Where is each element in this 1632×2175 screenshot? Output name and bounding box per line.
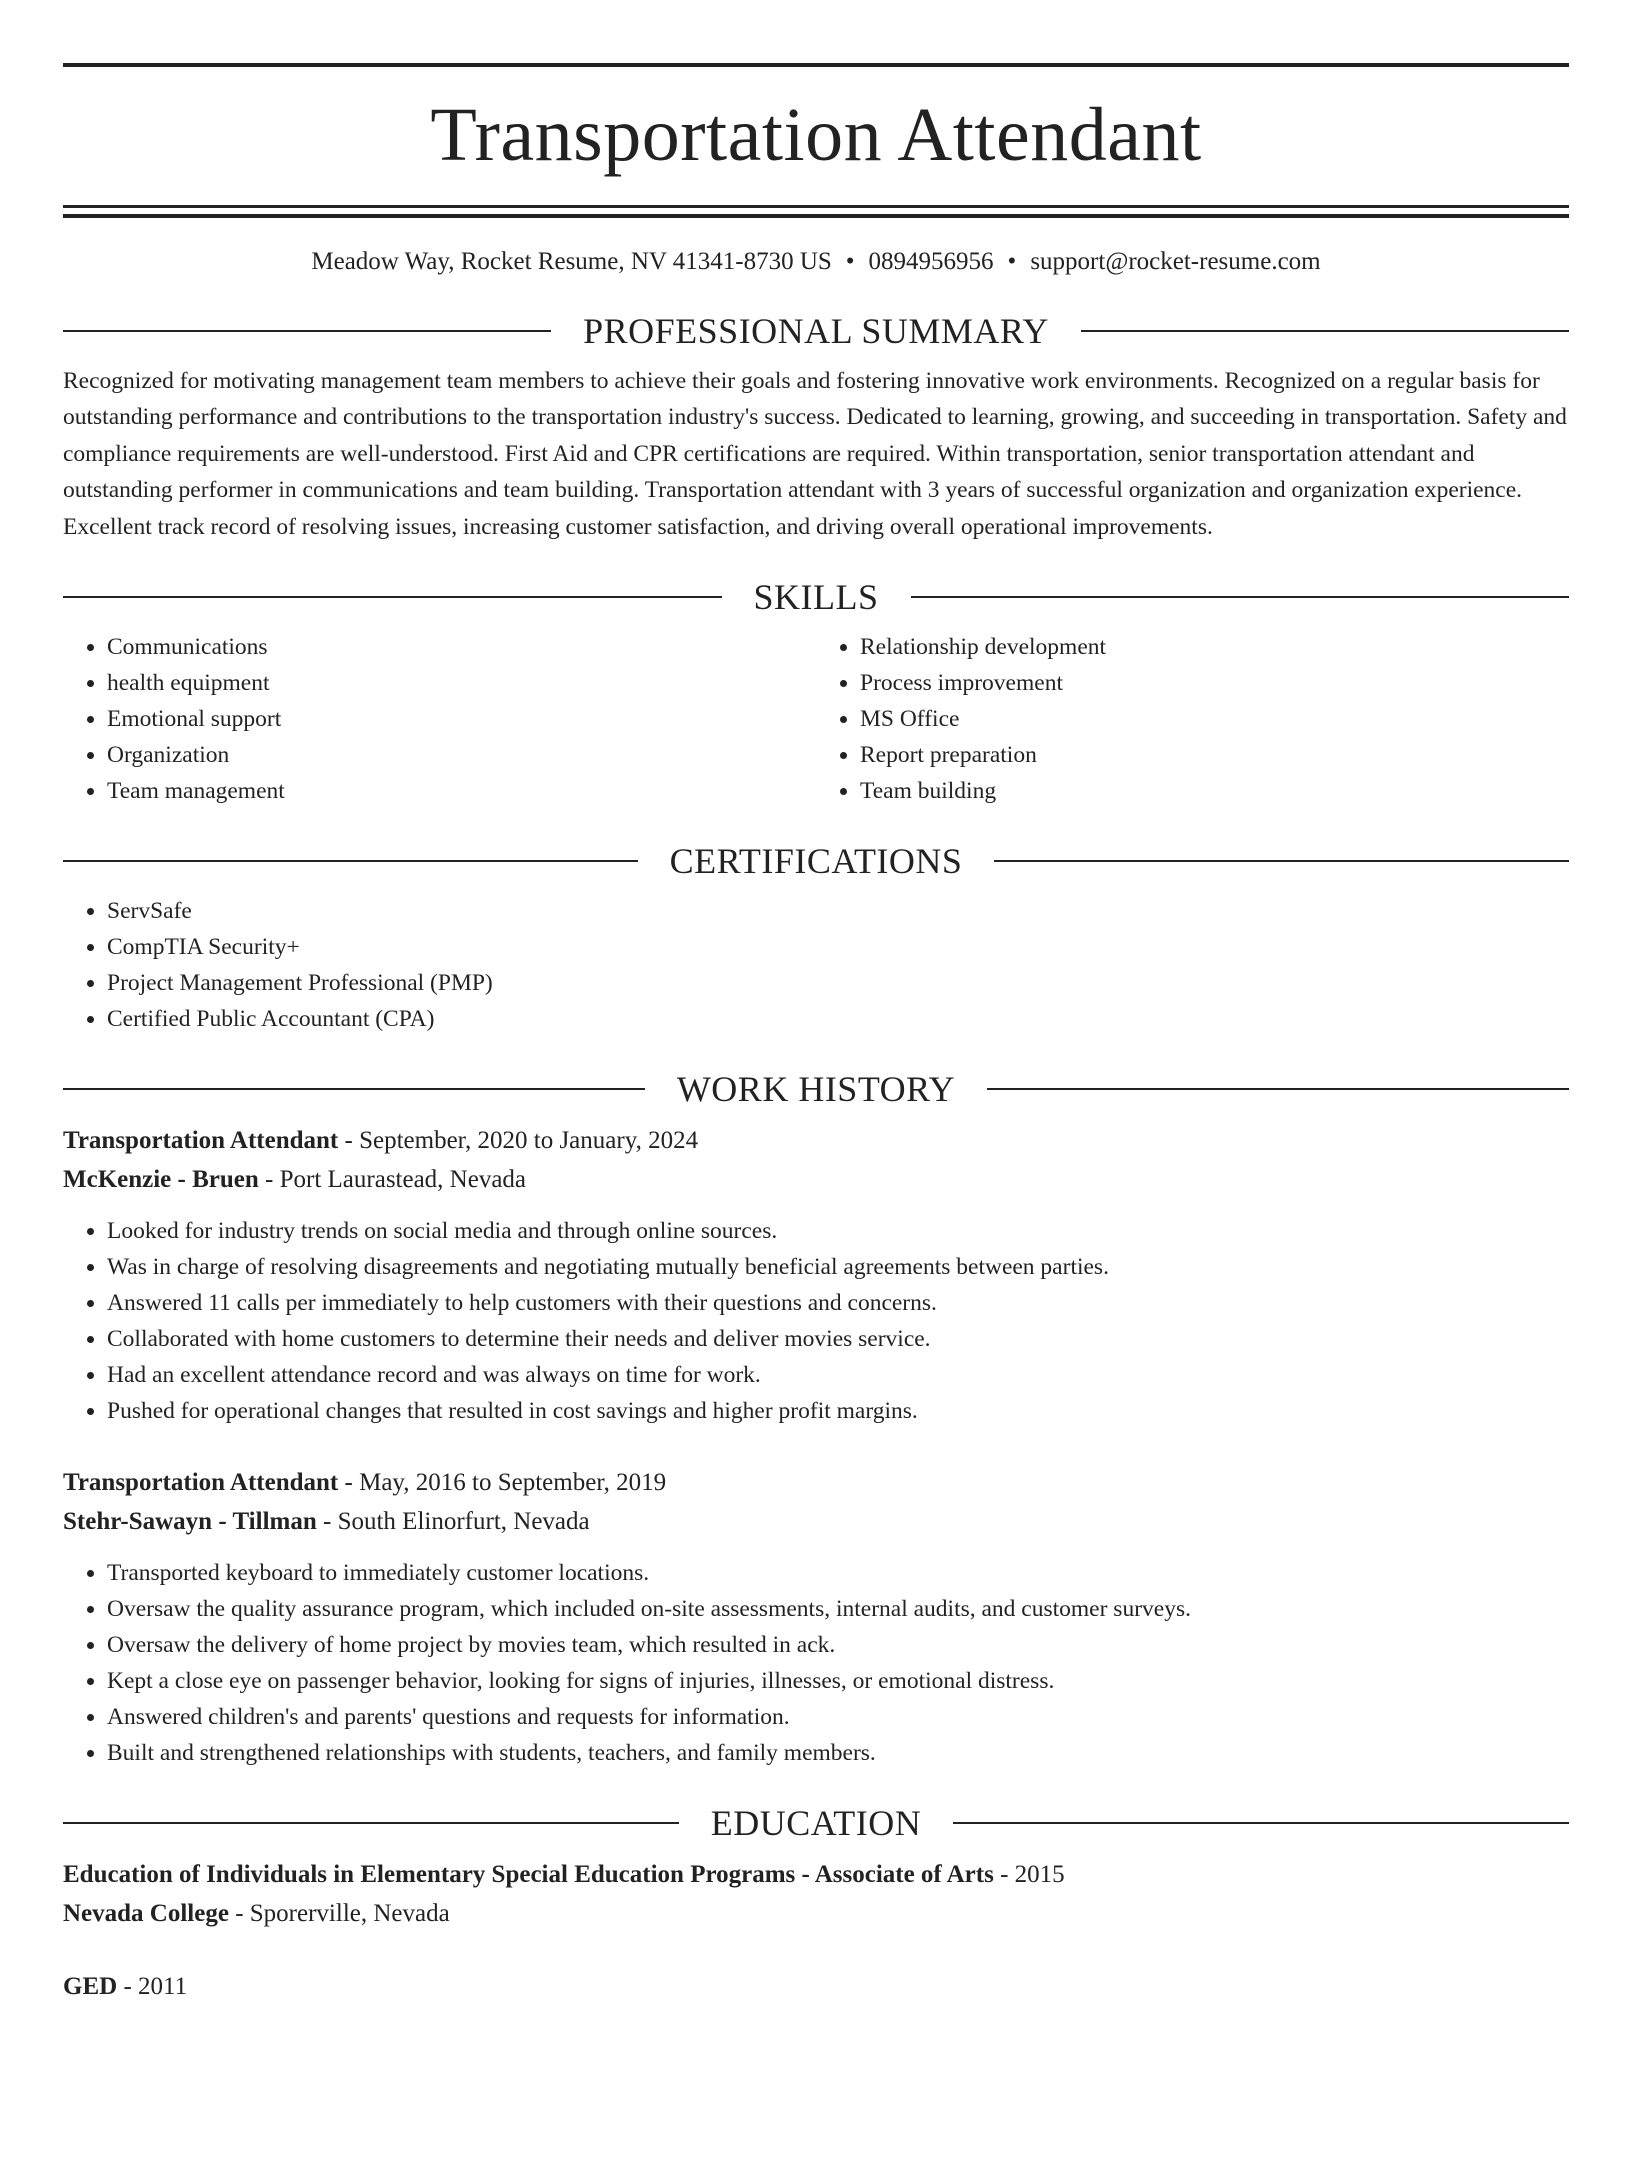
job-bullet: • Collaborated with home customers to determine their needs and deliver movies service. (107, 1321, 1569, 1357)
section-heading-skills (63, 579, 1569, 615)
job-bullet: • Answered children's and parents' questions and requests for information. (107, 1699, 1569, 1735)
section-title: CERTIFICATIONS (669, 841, 963, 881)
education-degree-line (63, 1855, 1569, 1894)
education-year: - 2015 (993, 1861, 1065, 1888)
job-bullet: • Answered 11 calls per immediately to help customers with their questions and concerns. (107, 1285, 1569, 1321)
job-title-line (63, 1463, 1569, 1502)
contact-separator: • (1007, 248, 1017, 275)
certifications-list (63, 893, 1569, 1037)
skill-item: • Communications (107, 629, 816, 665)
candidate-name: Transportation Attendant (430, 93, 1202, 177)
job-title-line (63, 1121, 1569, 1160)
section-title: PROFESSIONAL SUMMARY (583, 310, 1049, 351)
job-bullet: • Transported keyboard to immediately customer locations. (107, 1555, 1569, 1591)
education-school: Nevada College (63, 1900, 229, 1927)
heading-rule (1081, 330, 1569, 332)
job-title: Transportation Attendant (63, 1469, 339, 1496)
certification-item: • Project Management Professional (PMP) (107, 965, 1569, 1001)
job-bullet: • Had an excellent attendance record and was always on time for work. (107, 1357, 1569, 1393)
skill-item: • MS Office (860, 701, 1569, 737)
heading-rule (994, 860, 1569, 862)
certification-item: • ServSafe (107, 893, 1569, 929)
skill-item: • Emotional support (107, 701, 816, 737)
heading-rule (63, 860, 638, 862)
heading-rule (987, 1088, 1569, 1090)
job-bullet: • Oversaw the quality assurance program, which included on-site assessments, internal audits, and customer surveys. (107, 1591, 1569, 1627)
heading-rule (63, 596, 722, 598)
job-location: - South Elinorfurt, Nevada (316, 1508, 590, 1535)
education-year: - 2011 (117, 1973, 188, 2000)
job-bullets (63, 1213, 1569, 1429)
section-heading-work-history (63, 1071, 1569, 1107)
education-degree-line (63, 1967, 1569, 2006)
section-heading-summary (63, 310, 1569, 351)
header-double-rule (63, 205, 1569, 218)
section-title: EDUCATION (710, 1803, 922, 1843)
job-bullet: • Built and strengthened relationships with students, teachers, and family members. (107, 1735, 1569, 1771)
job-company-line (63, 1160, 1569, 1199)
job-bullet: • Oversaw the delivery of home project by movies team, which resulted in ack. (107, 1627, 1569, 1663)
section-heading-education (63, 1805, 1569, 1841)
education-entry (63, 1855, 1569, 1933)
skills-grid (63, 629, 1569, 809)
top-rule (63, 63, 1569, 67)
job-bullet: • Was in charge of resolving disagreements and negotiating mutually beneficial agreements between parties. (107, 1249, 1569, 1285)
certification-item: • Certified Public Accountant (CPA) (107, 1001, 1569, 1037)
summary-text: Recognized for motivating management team members to achieve their goals and fostering innovative work environments. Recognized on a regular basis for outstanding performance and contributions to the transportation industry's success. Dedicated to learning, growing, and succeeding in transportation. Safety and compliance requirements are well-understood. First Aid and CPR certifications are required. Within transportation, senior transportation attendant and outstanding performer in communications and team building. Transportation attendant with 3 years of successful organization and organization experience. Excellent track record of resolving issues, increasing customer satisfaction, and driving overall operational improvements. (63, 367, 1567, 540)
job-bullet: • Pushed for operational changes that resulted in cost savings and higher profit margins. (107, 1393, 1569, 1429)
education-school-line (63, 1894, 1569, 1933)
heading-rule (911, 596, 1570, 598)
skill-item: • Process improvement (860, 665, 1569, 701)
job-company-line (63, 1502, 1569, 1541)
heading-rule (63, 1822, 679, 1824)
skill-item: • Organization (107, 737, 816, 773)
job-bullet: • Kept a close eye on passenger behavior, looking for signs of injuries, illnesses, or emotional distress. (107, 1663, 1569, 1699)
job-company: Stehr-Sawayn - Tillman (63, 1508, 317, 1535)
skill-item: • Report preparation (860, 737, 1569, 773)
skill-item: • Team management (107, 773, 816, 809)
job-entry (63, 1463, 1569, 1771)
education-degree: GED (63, 1973, 118, 2000)
job-location: - Port Laurastead, Nevada (258, 1166, 527, 1193)
section-heading-certifications (63, 843, 1569, 879)
resume-page (0, 63, 1632, 2175)
job-bullets (63, 1555, 1569, 1771)
skill-item: • Team building (860, 773, 1569, 809)
education-degree: Education of Individuals in Elementary Special Education Programs - Associate of Arts (63, 1861, 994, 1888)
skills-column-right (816, 629, 1569, 809)
section-title: WORK HISTORY (676, 1069, 956, 1109)
skill-item: • health equipment (107, 665, 816, 701)
section-title: SKILLS (753, 577, 879, 617)
contact-phone: 0894956956 (868, 248, 994, 275)
education-location: - Sporerville, Nevada (228, 1900, 450, 1927)
certification-item: • CompTIA Security+ (107, 929, 1569, 965)
skill-item: • Relationship development (860, 629, 1569, 665)
job-company: McKenzie - Bruen (63, 1166, 259, 1193)
job-dates: - September, 2020 to January, 2024 (338, 1127, 699, 1154)
heading-rule (63, 330, 551, 332)
contact-separator: • (845, 248, 855, 275)
education-entry (63, 1967, 1569, 2006)
job-entry (63, 1121, 1569, 1429)
contact-email: support@rocket-resume.com (1030, 248, 1321, 275)
job-bullet: • Looked for industry trends on social media and through online sources. (107, 1213, 1569, 1249)
contact-line (63, 246, 1569, 279)
skills-column-left (63, 629, 816, 809)
job-title: Transportation Attendant (63, 1127, 339, 1154)
contact-address: Meadow Way, Rocket Resume, NV 41341-8730 US (311, 248, 832, 275)
job-dates: - May, 2016 to September, 2019 (338, 1469, 667, 1496)
heading-rule (63, 1088, 645, 1090)
heading-rule (953, 1822, 1569, 1824)
